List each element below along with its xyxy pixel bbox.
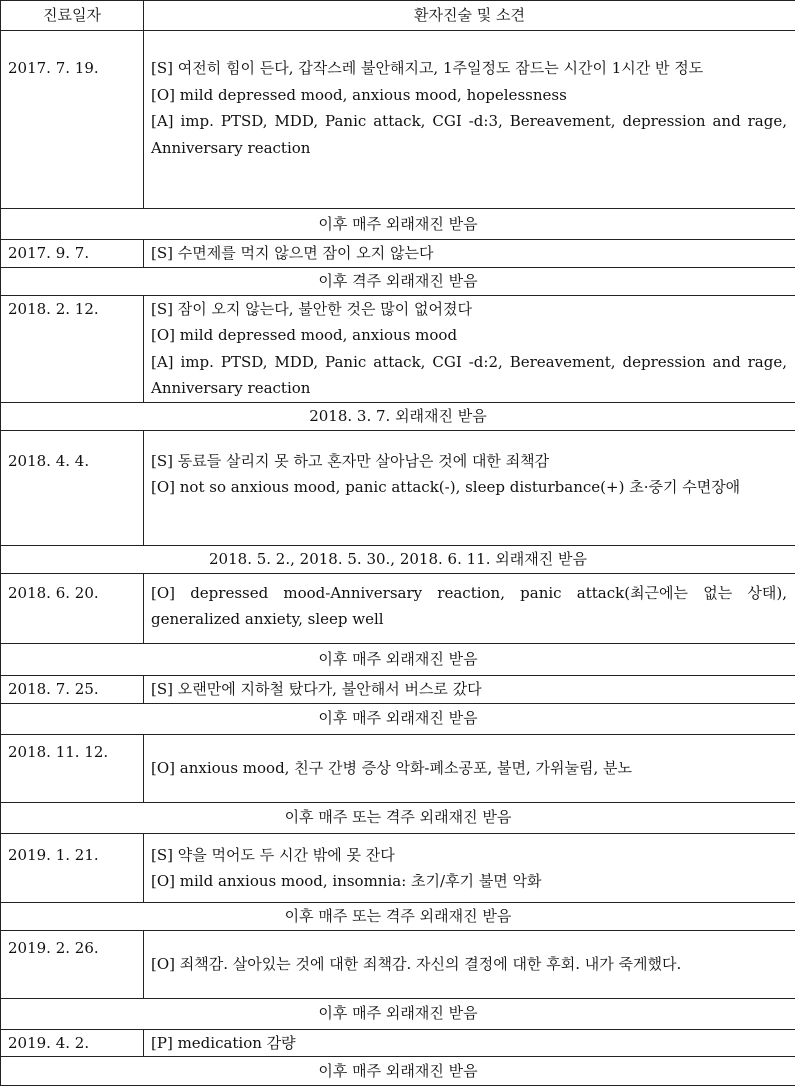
visit-note (144, 430, 795, 545)
note-line: [S] 잠이 오지 않는다, 불안한 것은 많이 없어졌다 (151, 296, 787, 323)
note-line: [P] medication 감량 (151, 1030, 787, 1057)
note-column-header: 환자진술 및 소견 (144, 1, 795, 31)
follow-up-note: 이후 매주 외래재진 받음 (1, 998, 795, 1029)
date-column-header: 진료일자 (1, 1, 144, 31)
table-row (1, 833, 795, 902)
follow-up-row (1, 209, 795, 240)
visit-note (144, 1029, 795, 1057)
follow-up-note: 이후 매주 외래재진 받음 (1, 643, 795, 675)
note-line: [O] mild anxious mood, insomnia: 초기/후기 불면 악화 (151, 868, 787, 895)
follow-up-note: 이후 매주 외래재진 받음 (1, 1057, 795, 1086)
visit-note (144, 31, 795, 209)
visit-note (144, 734, 795, 802)
visit-note (144, 295, 795, 402)
table-row (1, 31, 795, 209)
visit-date: 2017. 7. 19. (1, 31, 144, 209)
visit-date: 2018. 11. 12. (1, 734, 144, 802)
follow-up-row (1, 998, 795, 1029)
visit-date: 2019. 2. 26. (1, 930, 144, 998)
follow-up-row (1, 267, 795, 295)
visit-note (144, 573, 795, 643)
note-line: [O] anxious mood, 친구 간병 증상 악화-폐소공포, 불면, 가위눌림, 분노 (151, 755, 787, 782)
follow-up-note: 이후 매주 외래재진 받음 (1, 703, 795, 734)
table-row (1, 734, 795, 802)
table-row (1, 430, 795, 545)
note-line: [S] 수면제를 먹지 않으면 잠이 오지 않는다 (151, 240, 787, 267)
visit-date: 2017. 9. 7. (1, 240, 144, 268)
follow-up-row (1, 1057, 795, 1086)
follow-up-note: 이후 매주 또는 격주 외래재진 받음 (1, 902, 795, 930)
visit-note (144, 833, 795, 902)
follow-up-note: 2018. 5. 2., 2018. 5. 30., 2018. 6. 11. 외래재진 받음 (1, 545, 795, 573)
visit-date: 2018. 7. 25. (1, 675, 144, 703)
note-line: [O] mild depressed mood, anxious mood (151, 322, 787, 349)
visit-note (144, 675, 795, 703)
visit-date: 2018. 2. 12. (1, 295, 144, 402)
follow-up-row (1, 545, 795, 573)
follow-up-note: 이후 매주 또는 격주 외래재진 받음 (1, 802, 795, 833)
note-line: [S] 오랜만에 지하철 탔다가, 불안해서 버스로 갔다 (151, 676, 787, 703)
note-line: [S] 여전히 힘이 든다, 갑작스레 불안해지고, 1주일정도 잠드는 시간이 1시간 반 정도 (151, 55, 787, 82)
follow-up-note: 2018. 3. 7. 외래재진 받음 (1, 402, 795, 430)
table-row (1, 573, 795, 643)
table-row (1, 930, 795, 998)
follow-up-row (1, 643, 795, 675)
follow-up-note: 이후 매주 외래재진 받음 (1, 209, 795, 240)
note-line: [O] mild depressed mood, anxious mood, hopelessness (151, 82, 787, 109)
visit-date: 2019. 4. 2. (1, 1029, 144, 1057)
note-line: [O] 죄책감. 살아있는 것에 대한 죄책감. 자신의 결정에 대한 후회. 내가 죽게했다. (151, 951, 787, 978)
follow-up-row (1, 703, 795, 734)
follow-up-row (1, 402, 795, 430)
note-line: [S] 약을 먹어도 두 시간 밖에 못 잔다 (151, 842, 787, 869)
visit-date: 2018. 6. 20. (1, 573, 144, 643)
follow-up-note: 이후 격주 외래재진 받음 (1, 267, 795, 295)
note-line: [A] imp. PTSD, MDD, Panic attack, CGI -d:2, Bereavement, depression and rage, Anniversary reaction (151, 349, 787, 402)
follow-up-row (1, 902, 795, 930)
follow-up-row (1, 802, 795, 833)
visit-date: 2019. 1. 21. (1, 833, 144, 902)
table-row (1, 240, 795, 268)
table-header-row (1, 1, 795, 31)
table-row (1, 675, 795, 703)
table-row (1, 1029, 795, 1057)
note-line: [O] depressed mood-Anniversary reaction, panic attack(최근에는 없는 상태), generalized anxiety, sleep well (151, 580, 787, 633)
visit-note (144, 240, 795, 268)
note-line: [S] 동료들 살리지 못 하고 혼자만 살아남은 것에 대한 죄책감 (151, 448, 787, 475)
visit-date: 2018. 4. 4. (1, 430, 144, 545)
note-line: [O] not so anxious mood, panic attack(-), sleep disturbance(+) 초·중기 수면장애 (151, 474, 787, 501)
note-line: [A] imp. PTSD, MDD, Panic attack, CGI -d:3, Bereavement, depression and rage, Anniversary reaction (151, 108, 787, 161)
visit-note (144, 930, 795, 998)
table-row (1, 295, 795, 402)
